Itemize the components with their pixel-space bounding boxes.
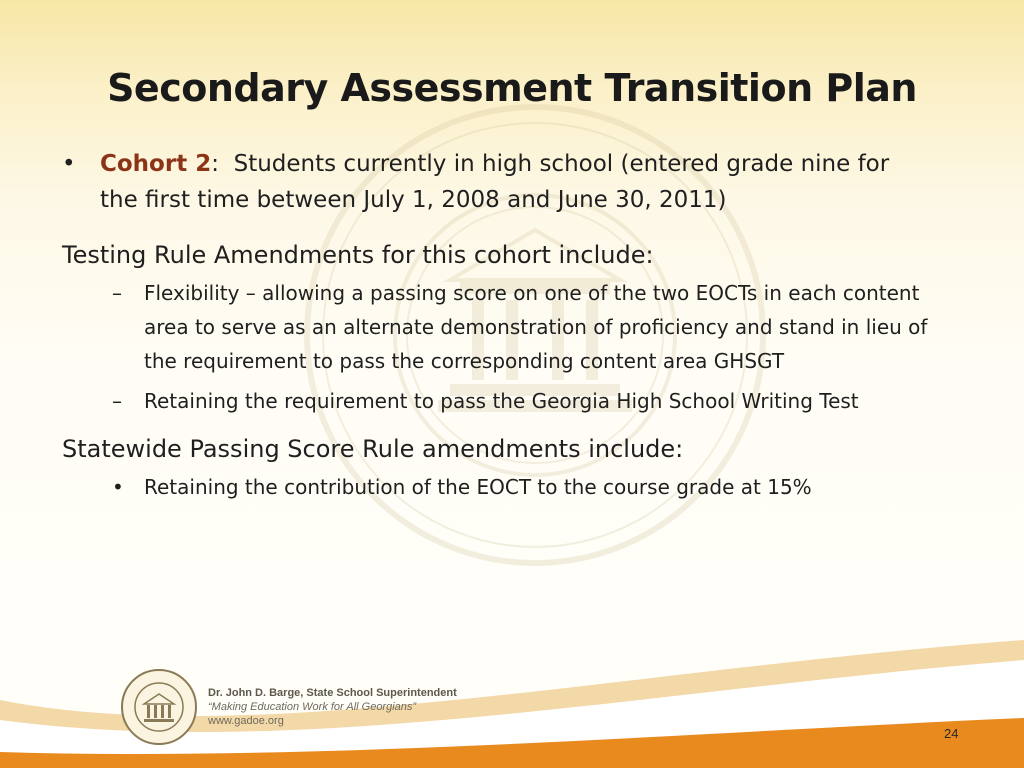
cohort-description: Students currently in high school (entered grade nine for the first time between July 1, 2008 and June 30, 2011) [100,151,897,213]
footer-motto: “Making Education Work for All Georgians” [208,701,417,713]
cohort-bullet [62,146,900,218]
list-item-text: Retaining the requirement to pass the Georgia High School Writing Test [144,389,859,413]
cohort-label: Cohort 2 [100,151,212,177]
dash-marker: – [112,281,122,305]
statewide-heading: Statewide Passing Score Rule amendments include: [62,435,684,463]
website-link[interactable]: www.gadoe.org [208,715,284,727]
slide-title: Secondary Assessment Transition Plan [107,66,917,110]
list-item-text: Flexibility – allowing a passing score on one of the two EOCTs in each content area to serve as an alternate demonstration of proficiency and stand in lieu of the requirement to pass the corresponding content area GHSGT [144,281,928,373]
superintendent-name: Dr. John D. Barge, State School Superintendent [208,687,457,699]
slide-body [62,146,982,504]
department-seal-icon [120,668,198,746]
testing-heading: Testing Rule Amendments for this cohort include: [62,241,654,269]
list-item-text: Retaining the contribution of the EOCT to the course grade at 15% [144,475,812,499]
footer-text [208,686,457,728]
cohort-separator: : [211,151,219,177]
bullet-marker: • [62,151,76,177]
list-item [62,470,962,504]
list-item [62,276,962,378]
list-item [62,384,962,418]
bullet-marker: • [112,475,124,499]
page-number: 24 [944,726,959,741]
dash-marker: – [112,389,122,413]
